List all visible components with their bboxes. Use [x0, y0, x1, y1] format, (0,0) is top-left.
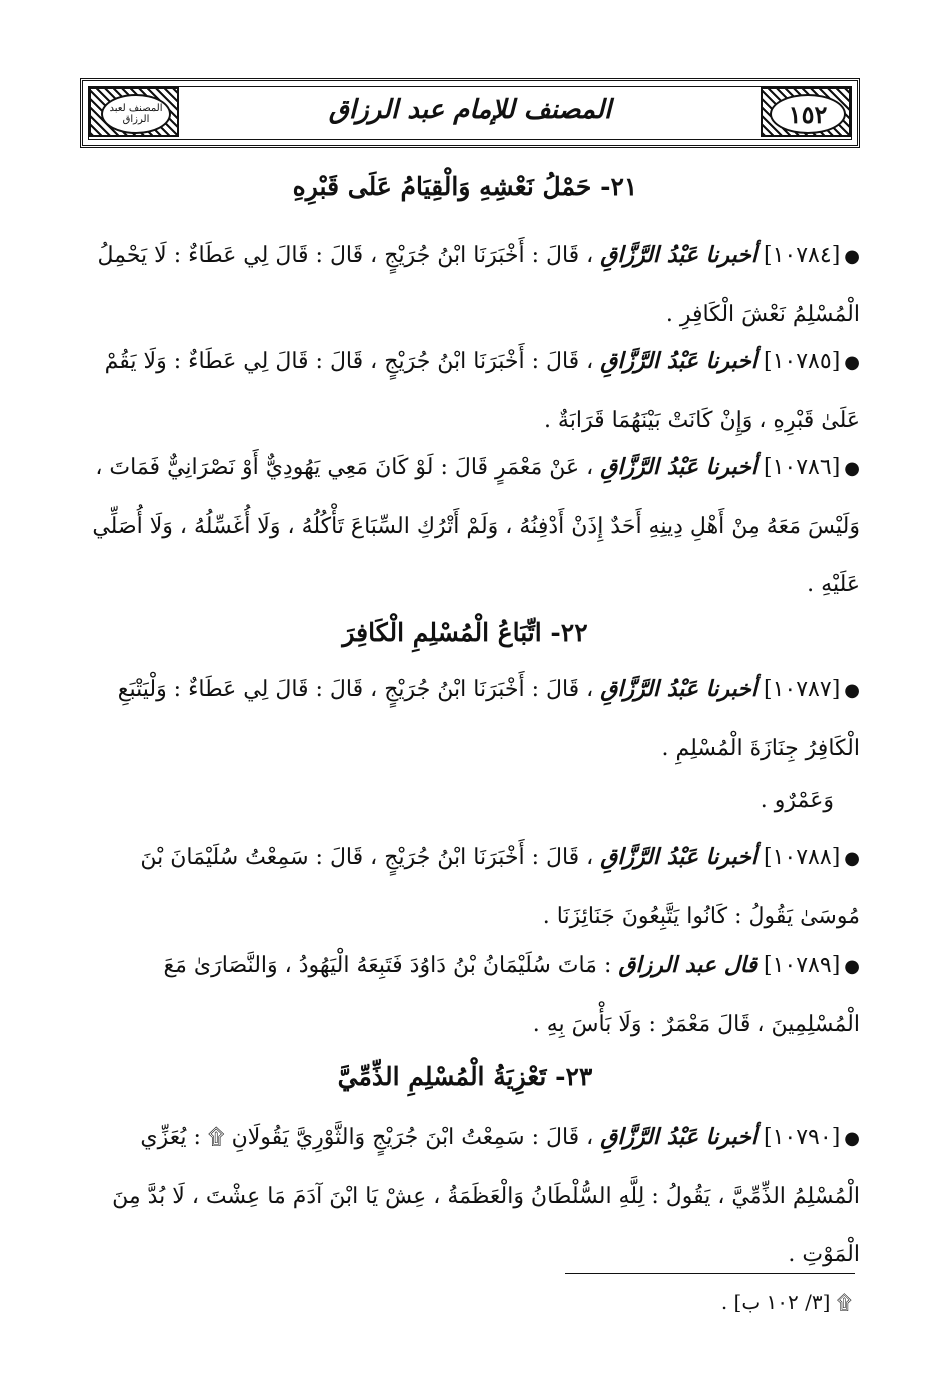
hadith-text: ، قَالَ : أَخْبَرَنَا ابْنُ جُرَيْجٍ ، قَالَ : سَمِعْتُ سُلَيْمَانَ بْنَ مُوسَىٰ يَقُولُ : كَانُوا يَتَّبِعُونَ جَنَائِزَنَا . [140, 845, 860, 929]
hadith-entry [78, 936, 860, 1054]
bullet-icon: ● [844, 458, 860, 479]
page-number: ١٥٢ [770, 94, 846, 134]
hadith-lead: أخبرنا عَبْدُ الرَّزَّاقِ [600, 242, 757, 268]
hadith-entry [78, 660, 860, 778]
hadith-entry [78, 828, 860, 946]
hadith-lead: أخبرنا عَبْدُ الرَّزَّاقِ [600, 348, 757, 374]
hadith-number: [١٠٧٨٩] [764, 953, 841, 978]
hadith-entry [78, 332, 860, 450]
section-title-23: ٢٣- تَعْزِيَةُ الْمُسْلِمِ الذِّمِّيَّ [337, 1062, 593, 1091]
hadith-number: [١٠٧٨٨] [764, 845, 841, 870]
hadith-lead: أخبرنا عَبْدُ الرَّزَّاقِ [600, 844, 757, 870]
page-header [80, 78, 860, 148]
logo-ornament [89, 87, 179, 137]
hadith-entry [78, 226, 860, 344]
bullet-icon: ● [844, 1128, 860, 1149]
bullet-icon: ● [844, 352, 860, 373]
section-title-22: ٢٢- اتِّبَاعُ الْمُسْلِمِ الْكَافِرَ [342, 618, 588, 647]
hadith-text: : مَاتَ سُلَيْمَانُ بْنُ دَاوُدَ فَتَبِعَهُ الْيَهُودُ ، وَالنَّصَارَىٰ مَعَ الْمُسْلِمِينَ ، قَالَ مَعْمَرٌ : وَلَا بَأْسَ بِهِ . [163, 953, 860, 1037]
hadith-text: ، قَالَ : أَخْبَرَنَا ابْنُ جُرَيْجٍ ، قَالَ : قَالَ لِي عَطَاءٌ : وَلَا يَقُمْ عَلَىٰ قَبْرِهِ ، وَإِنْ كَانَتْ بَيْنَهُمَا قَرَابَةٌ . [104, 349, 860, 433]
book-logo: المصنف لعبد الرزاق [101, 94, 171, 134]
bullet-icon: ● [844, 956, 860, 977]
hadith-text: ، قَالَ : سَمِعْتُ ابْنَ جُرَيْجٍ وَالثَّوْرِيَّ يَقُولَانِ ۩ : يُعَزِّي الْمُسْلِمُ الذِّمِّيَّ ، يَقُولُ : لِلَّهِ السُّلْطَانُ وَالْعَظَمَةُ ، عِشْ يَا ابْنَ آدَمَ مَا عِشْتَ ، لَا بُدَّ مِنَ الْمَوْتِ . [112, 1125, 860, 1267]
footnote: ۩ [٣/ ١٠٢ ب] . [720, 1290, 852, 1314]
hadith-entry [78, 1108, 860, 1284]
hadith-lead: أخبرنا عَبْدُ الرَّزَّاقِ [600, 676, 757, 702]
hadith-entry [78, 438, 860, 614]
page-number-ornament [761, 87, 851, 137]
footnote-divider [565, 1273, 855, 1274]
section-title-21: ٢١- حَمْلُ نَعْشِهِ وَالْقِيَامُ عَلَى قَبْرِهِ [292, 172, 638, 201]
hadith-text: ، قَالَ : أَخْبَرَنَا ابْنُ جُرَيْجٍ ، قَالَ : قَالَ لِي عَطَاءٌ : لَا يَحْمِلُ الْمُسْلِمُ نَعْشَ الْكَافِرِ . [97, 243, 860, 327]
hadith-lead: قال عبد الرزاق [618, 952, 757, 978]
hadith-lead: أخبرنا عَبْدُ الرَّزَّاقِ [600, 1124, 757, 1150]
bullet-icon: ● [844, 246, 860, 267]
hadith-text: وَعَمْرٌو . [760, 788, 834, 813]
hadith-number: [١٠٧٨٦] [764, 455, 841, 480]
hadith-lead: أخبرنا عَبْدُ الرَّزَّاقِ [600, 454, 757, 480]
bullet-icon: ● [844, 848, 860, 869]
book-title: المصنف للإمام عبد الرزاق [328, 95, 612, 125]
bullet-icon: ● [844, 680, 860, 701]
hadith-number: [١٠٧٨٥] [764, 349, 841, 374]
hadith-continuation [78, 772, 860, 830]
hadith-text: ، عَنْ مَعْمَرٍ قَالَ : لَوْ كَانَ مَعِي يَهُودِيٌّ أَوْ نَصْرَانِيٌّ فَمَاتَ ، وَلَيْسَ مَعَهُ مِنْ أَهْلِ دِينِهِ أَحَدٌ إِذَنْ أَدْفِنُهُ ، وَلَمْ أَتْرُكِ السِّبَاعَ تَأْكُلُهُ ، وَلَا أُغَسِّلُهُ ، وَلَا أُصَلِّي عَلَيْهِ . [92, 455, 860, 597]
hadith-number: [١٠٧٩٠] [764, 1125, 841, 1150]
hadith-number: [١٠٧٨٧] [764, 677, 841, 702]
hadith-text: ، قَالَ : أَخْبَرَنَا ابْنُ جُرَيْجٍ ، قَالَ : قَالَ لِي عَطَاءٌ : وَلْيَتْبَعِ الْكَافِرُ جِنَازَةَ الْمُسْلِمِ . [117, 677, 860, 761]
hadith-number: [١٠٧٨٤] [764, 243, 841, 268]
